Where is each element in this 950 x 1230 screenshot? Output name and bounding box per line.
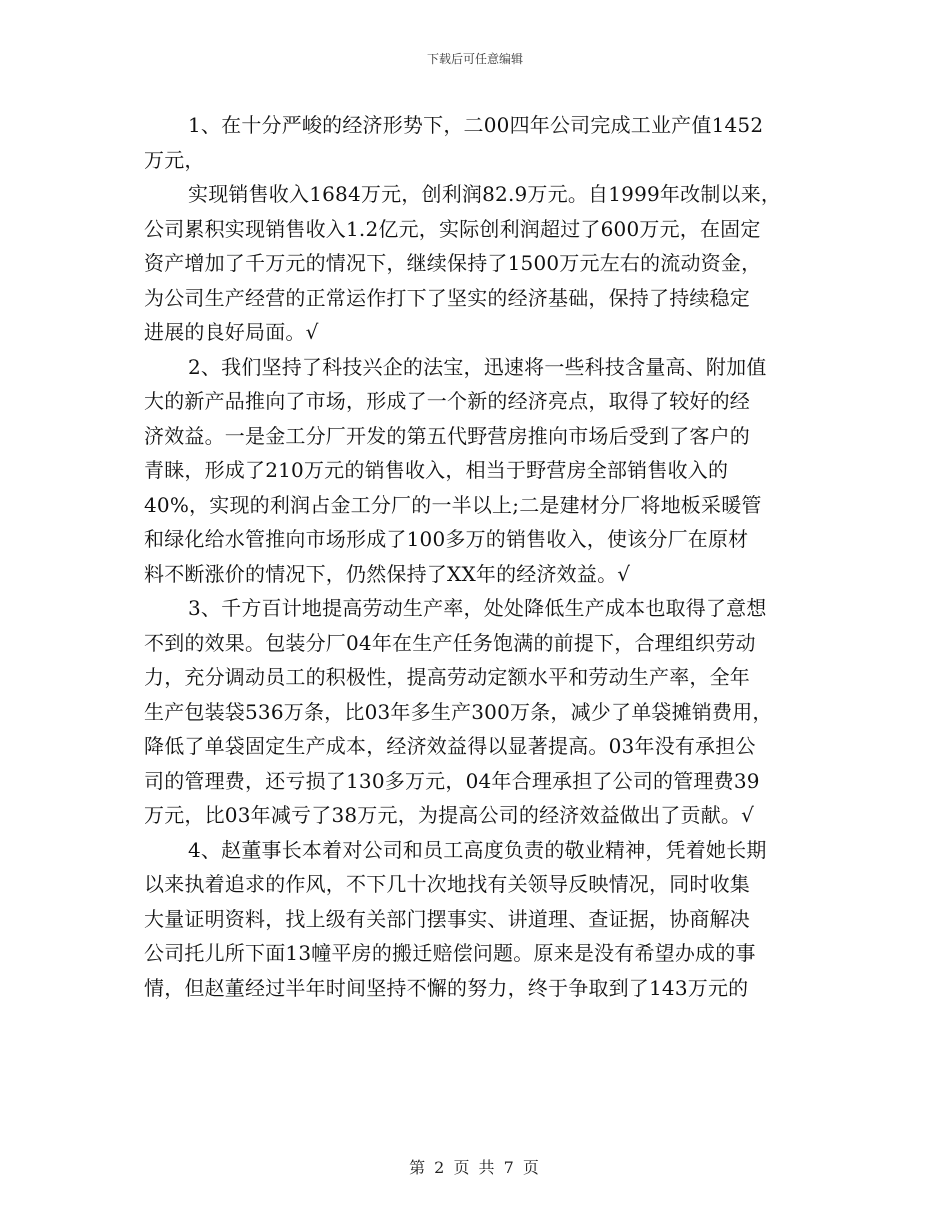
text-line: 进展的良好局面。√ xyxy=(144,320,319,344)
text-line: 和绿化给水管推向市场形成了100多万的销售收入，使该分厂在原材 xyxy=(144,527,749,551)
text-line: 大的新产品推向了市场，形成了一个新的经济亮点，取得了较好的经 xyxy=(144,389,750,413)
text-line: 情，但赵董经过半年时间坚持不懈的努力，终于争取到了143万元的 xyxy=(144,975,749,1000)
text-line: 实现销售收入1684万元，创利润82.9万元。自1999年改制以来， xyxy=(188,182,782,206)
text-line: 万元，比03年减亏了38万元，为提高公司的经济效益做出了贡献。√ xyxy=(144,803,755,827)
text-line: 济效益。一是金工分厂开发的第五代野营房推向市场后受到了客户的 xyxy=(144,423,750,448)
text-line: 大量证明资料，找上级有关部门摆事实、讲道理、查证据，协商解决 xyxy=(144,906,750,931)
text-line: 司的管理费，还亏损了130多万元，04年合理承担了公司的管理费39 xyxy=(144,768,760,793)
text-line: 以来执着追求的作风，不下几十次地找有关领导反映情况，同时收集 xyxy=(144,872,750,896)
text-line: 万元， xyxy=(144,147,205,172)
text-line: 4、赵董事长本着对公司和员工高度负责的敬业精神，凭着她长期 xyxy=(188,837,767,862)
text-line: 3、千方百计地提高劳动生产率，处处降低生产成本也取得了意想 xyxy=(188,596,767,620)
text-line: 2、我们坚持了科技兴企的法宝，迅速将一些科技含量高、附加值 xyxy=(188,354,767,379)
text-line: 为公司生产经营的正常运作打下了坚实的经济基础，保持了持续稳定 xyxy=(144,285,750,310)
text-line: 1、在十分严峻的经济形势下，二00四年公司完成工业产值1452 xyxy=(188,113,764,137)
text-line: 生产包装袋536万条，比03年多生产300万条，减少了单袋摊销费用， xyxy=(144,699,773,724)
document-body xyxy=(144,108,804,1005)
text-line: 不到的效果。包装分厂04年在生产任务饱满的前提下，合理组织劳动 xyxy=(144,630,756,655)
page-footer: 第 2 页 共 7 页 xyxy=(409,1158,541,1177)
text-line: 40%，实现的利润占金工分厂的一半以上;二是建材分厂将地板采暖管 xyxy=(144,492,762,517)
text-line: 资产增加了千万元的情况下，继续保持了1500万元左右的流动资金， xyxy=(144,251,762,275)
text-line: 公司托儿所下面13幢平房的搬迁赔偿问题。原来是没有希望办成的事 xyxy=(144,941,756,965)
text-line: 青睐，形成了210万元的销售收入，相当于野营房全部销售收入的 xyxy=(144,458,729,482)
text-line: 料不断涨价的情况下，仍然保持了XX年的经济效益。√ xyxy=(144,561,631,586)
text-line: 公司累积实现销售收入1.2亿元，实际创利润超过了600万元，在固定 xyxy=(144,216,761,241)
text-line: 力，充分调动员工的积极性，提高劳动定额水平和劳动生产率，全年 xyxy=(144,665,750,689)
page-header: 下载后可任意编辑 xyxy=(426,52,523,66)
text-line: 降低了单袋固定生产成本，经济效益得以显著提高。03年没有承担公 xyxy=(144,734,756,758)
